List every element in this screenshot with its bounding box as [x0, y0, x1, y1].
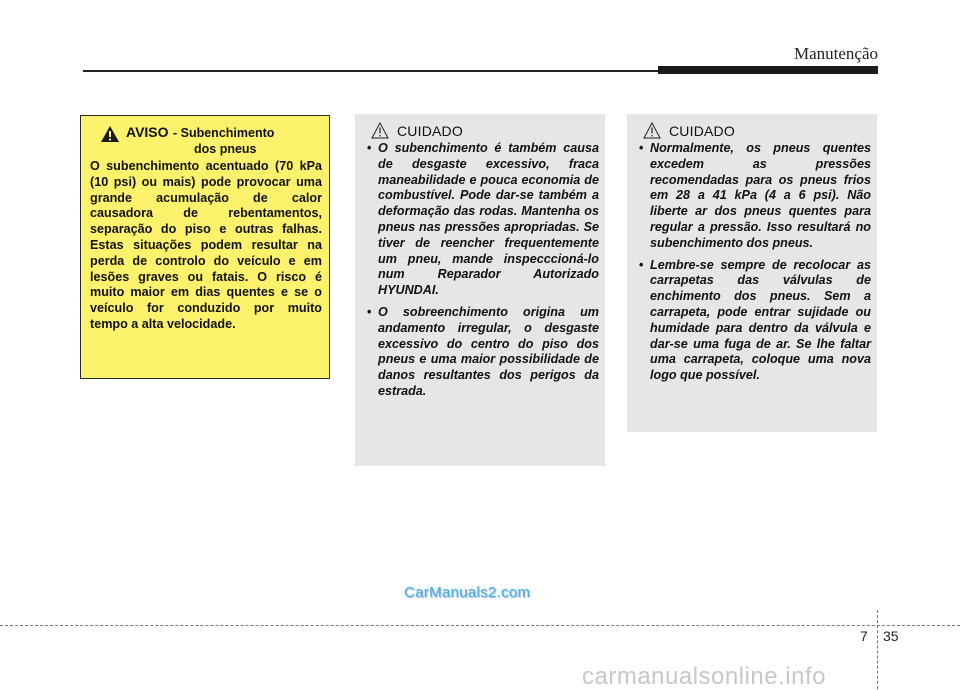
- site-watermark: carmanualsonline.info: [582, 663, 826, 690]
- header-rule: [83, 70, 668, 72]
- footer-divider: [877, 610, 878, 689]
- caution-item: [639, 141, 871, 252]
- page-number: 35: [883, 628, 899, 644]
- header-rule-thick: [658, 66, 878, 74]
- caution-item-text: O subenchimento é também causa de desgaste excessivo, fraca maneabilidade e pouca economia de combustível. Pode dar-se também a deformação das rodas. Mantenha os pneus nas pressões apropriadas. Se tiver de reencher frequentemente um pneu, mande inspecccioná-lo num Reparador Autorizado HYUNDAI.: [378, 141, 599, 298]
- caution-label: CUIDADO: [669, 122, 735, 139]
- warning-triangle-icon: [100, 125, 120, 143]
- warning-label: AVISO: [126, 124, 169, 140]
- caution-header: [639, 122, 871, 139]
- bullet: •: [367, 304, 372, 319]
- caution-item: [367, 141, 599, 299]
- caution-header: [367, 122, 599, 139]
- caution-item-text: Normalmente, os pneus quentes excedem as pressões recomendadas para os pneus frios em 28 a 41 kPa (4 a 6 psi). Não liberte ar dos pneus quentes para regular a pressão. Isso resultará no subenchimento dos pneus.: [650, 141, 871, 250]
- caution-triangle-icon: [371, 122, 389, 139]
- caution-item-text: O sobreenchimento origina um andamento irregular, o desgaste excessivo do centro do piso dos pneus e uma maior possibilidade de danos resultantes dos perigos da estrada.: [378, 304, 599, 398]
- caution-item: [639, 258, 871, 384]
- warning-title: - Subenchimento: [172, 126, 275, 140]
- bullet: •: [639, 141, 644, 155]
- caution-box-left: [355, 114, 605, 466]
- watermark-link[interactable]: CarManuals2.com: [404, 584, 531, 601]
- caution-list: [639, 141, 871, 384]
- caution-triangle-icon: [643, 122, 661, 139]
- chapter-number: 7: [860, 628, 868, 644]
- caution-box-right: [627, 114, 877, 432]
- caution-item-text: Lembre-se sempre de recolocar as carrapetas das válvulas de enchimento dos pneus. Sem a carrapeta, pode entrar sujidade ou humidade para dentro da válvula e dar-se uma fuga de ar. Se lhe faltar uma carrapeta, coloque uma nova logo que possível.: [650, 257, 871, 383]
- bullet: •: [367, 141, 372, 155]
- footer-rule: [0, 625, 960, 626]
- section-title: Manutenção: [793, 44, 878, 63]
- caution-item: [367, 305, 599, 400]
- warning-box: [80, 115, 330, 379]
- bullet: •: [639, 257, 644, 272]
- warning-text: O subenchimento acentuado (70 kPa (10 psi) ou mais) pode provocar uma grande acumulação de calor causadora de rebentamentos, separação do piso e outras falhas. Estas situações podem resultar na perda de controlo do veículo e em lesões graves ou fatais. O risco é muito maior em dias quentes e se o veículo for conduzido por muito tempo a alta velocidade.: [90, 159, 322, 331]
- caution-label: CUIDADO: [397, 122, 463, 139]
- warning-header: [90, 124, 322, 156]
- caution-list: [367, 141, 599, 400]
- warning-title-line2: dos pneus: [194, 142, 257, 156]
